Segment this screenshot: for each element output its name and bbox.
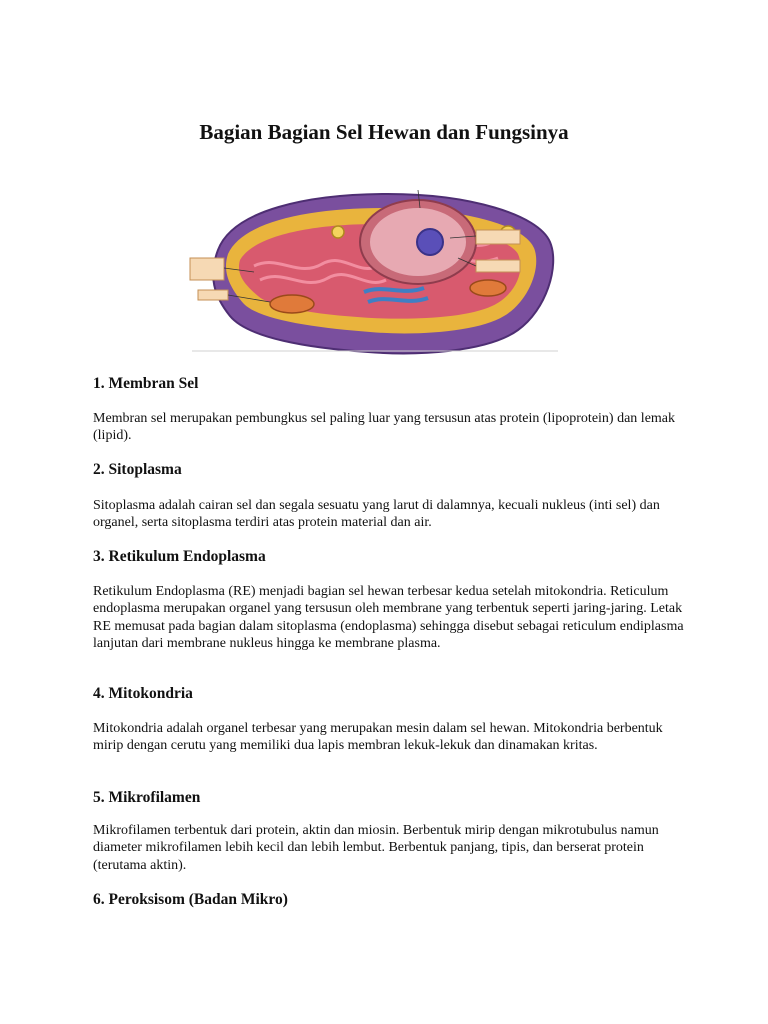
section-heading-membran-sel: 1. Membran Sel xyxy=(93,375,199,392)
section-heading-retikulum-endoplasma: 3. Retikulum Endoplasma xyxy=(93,548,266,565)
section-body-sitoplasma: Sitoplasma adalah cairan sel dan segala sesuatu yang larut di dalamnya, kecuali nukleus (inti sel) dan organel, serta sitoplasma terdiri atas protein material dan air. xyxy=(93,498,660,531)
section-heading-peroksisom: 6. Peroksisom (Badan Mikro) xyxy=(93,891,288,908)
section-body-mitokondria: Mitokondria adalah organel terbesar yang merupakan mesin dalam sel hewan. Mitokondria berbentuk mirip dengan cerutu yang memiliki dua lapis membran lekuk-lekuk dan dinamakan kritas. xyxy=(93,721,663,754)
animal-cell-diagram-icon xyxy=(188,180,562,356)
section-body-retikulum-endoplasma: Retikulum Endoplasma (RE) menjadi bagian sel hewan terbesar kedua setelah mitokondria. Reticulum endoplasma merupakan organel yang tersusun oleh membrane yang terbentuk seperti jaring-jaring. Letak RE memusat pada bagian dalam sitoplasma (endoplasma) sehingga disebut sebagai reticulum endiplasma lanjutan dari membrane nukleus hingga ke membrane plasma. xyxy=(93,584,684,652)
section-heading-mitokondria: 4. Mitokondria xyxy=(93,685,193,702)
section-heading-sitoplasma: 2. Sitoplasma xyxy=(93,461,182,478)
page-title: Bagian Bagian Sel Hewan dan Fungsinya xyxy=(199,120,569,144)
section-body-mikrofilamen: Mikrofilamen terbentuk dari protein, aktin dan miosin. Berbentuk mirip dengan mikrotubulus namun diameter mikrofilamen lebih kecil dan lebih lembut. Berbentuk panjang, tipis, dan berserat protein (terutama aktin). xyxy=(93,823,659,873)
section-body-membran-sel: Membran sel merupakan pembungkus sel paling luar yang tersusun atas protein (lipoprotein) dan lemak (lipid). xyxy=(93,411,676,444)
section-heading-mikrofilamen: 5. Mikrofilamen xyxy=(93,789,201,806)
cell-diagram-figure xyxy=(188,180,562,356)
